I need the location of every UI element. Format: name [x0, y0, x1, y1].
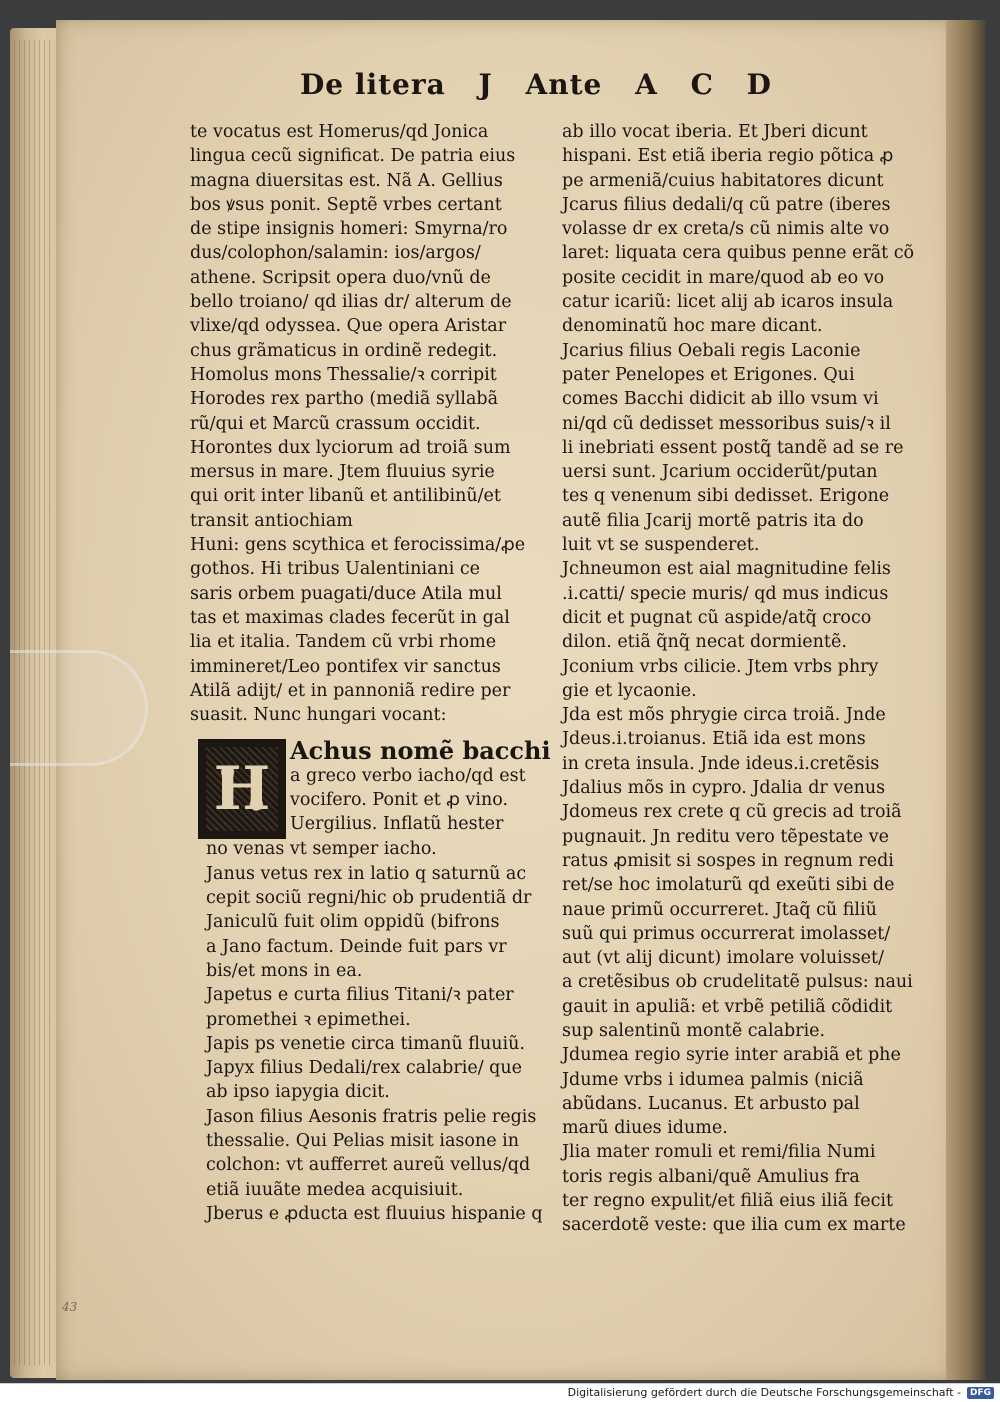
text-line: etiã iuuãte medea acquisiuit. [206, 1179, 464, 1200]
text-line: ab ipso iapygia dicit. [206, 1082, 390, 1103]
text-line: bos ꝟsus ponit. Septẽ vrbes certant [190, 194, 502, 215]
text-line: bis/et mons in ea. [206, 960, 363, 981]
initial-text-line: Uergilius. Inflatũ hester [290, 814, 504, 835]
text-line: vlixe/qd odyssea. Que opera Aristar [190, 316, 507, 337]
text-line: naue primũ occurreret. Jtaq̃ cũ filiũ [562, 899, 877, 920]
text-line: in creta insula. Jnde ideus.i.cretẽsis [562, 753, 880, 774]
text-line: gie et lycaonie. [562, 680, 697, 701]
footer-credit: Digitalisierung gefördert durch die Deutsche Forschungsgemeinschaft - [567, 1386, 961, 1399]
text-line: thessalie. Qui Pelias misit iasone in [206, 1130, 519, 1151]
text-line: rũ/qui et Marcũ crassum occidit. [190, 413, 481, 434]
left-column-lower-text [190, 837, 560, 1226]
text-line: ret/se hoc imolaturũ qd exeũti sibi de [562, 875, 895, 896]
text-line: Jdomeus rex crete q cũ grecis ad troiã [562, 802, 902, 823]
text-line: Homolus mons Thessalie/ꝛ corripit [190, 364, 497, 385]
text-line: denominatũ hoc mare dicant. [562, 316, 823, 337]
text-line: Jda est mõs phrygie circa troiã. Jnde [562, 705, 886, 726]
text-line: Jdumea regio syrie inter arabiã et phe [562, 1045, 901, 1066]
text-line: te vocatus est Homerus/qd Jonica [190, 122, 489, 142]
text-line: dicit et pugnat cũ aspide/atq̃ croco [562, 607, 872, 628]
text-line: de stipe insignis homeri: Smyrna/ro [190, 219, 508, 240]
text-line: Jconium vrbs cilicie. Jtem vrbs phry [562, 656, 879, 677]
text-line: promethei ꝛ epimethei. [206, 1009, 411, 1030]
text-line: Janiculũ fuit olim oppidũ (bifrons [206, 912, 500, 933]
text-line: gauit in apuliã: et vrbẽ petiliã cõdidit [562, 996, 893, 1017]
text-line: Jcarus filius dedali/q cũ patre (iberes [562, 194, 891, 215]
text-line: sup salentinũ montẽ calabrie. [562, 1020, 826, 1041]
left-text-column [190, 120, 560, 1226]
text-line: Jdume vrbs i idumea palmis (niciã [562, 1069, 864, 1090]
right-column-text [562, 120, 927, 1238]
text-line: qui orit inter libanũ et antilibinũ/et [190, 486, 501, 507]
running-head-part: Ante [525, 68, 603, 101]
text-line: lia et italia. Tandem cũ vrbi rhome [190, 632, 497, 653]
text-line: pe armeniã/cuius habitatores dicunt [562, 170, 884, 191]
text-line: laret: liquata cera quibus penne erãt cõ [562, 243, 915, 264]
initial-text-line: Achus nomẽ bacchi [290, 736, 551, 766]
running-head-part: C [690, 68, 714, 101]
text-line: li inebriati essent postq̃ tandẽ ad se re [562, 437, 904, 458]
text-line: marũ diues idume. [562, 1118, 728, 1139]
page-holder-clip [10, 650, 148, 766]
text-line: catur icariũ: licet alij ab icaros insula [562, 292, 894, 313]
text-line: Japis ps venetie circa timanũ fluuiũ. [206, 1033, 525, 1054]
text-line: luit vt se suspenderet. [562, 535, 760, 556]
text-line: comes Bacchi didicit ab illo vsum vi [562, 389, 879, 410]
text-line: Jcarius filius Oebali regis Laconie [562, 340, 861, 361]
text-line: bello troiano/ qd ilias dr/ alterum de [190, 292, 512, 313]
text-line: uersi sunt. Jcarium occiderũt/putan [562, 462, 878, 483]
text-line: lingua cecũ significat. De patria eius [190, 146, 516, 167]
text-line: immineret/Leo pontifex vir sanctus [190, 656, 501, 677]
initial-text-line: vocifero. Ponit et ꝓ vino. [290, 790, 509, 811]
text-line: pugnauit. Jn reditu vero tẽpestate ve [562, 826, 889, 847]
text-line: tes q venenum sibi dedisset. Erigone [562, 486, 890, 507]
text-line: colchon: vt aufferret aureũ vellus/qd [206, 1155, 531, 1176]
text-line: athene. Scripsit opera duo/vnũ de [190, 267, 491, 288]
text-line: Atilã adijt/ et in pannoniã redire per [190, 680, 511, 701]
text-line: cepit sociũ regni/hic ob prudentiã dr [206, 888, 532, 909]
running-head-part: J [478, 68, 493, 101]
text-line: aut (vt alij dicunt) imolare voluisset/ [562, 948, 884, 969]
running-head-part: De litera [300, 68, 446, 101]
text-line: hispani. Est etiã iberia regio põtica ꝓ [562, 146, 894, 167]
text-line: Janus vetus rex in latio q saturnũ ac [206, 863, 527, 884]
text-line: Horodes rex partho (mediã syllabã [190, 389, 499, 410]
text-line: Jlia mater romuli et remi/filia Numi [562, 1142, 876, 1163]
text-line: ter regno expulit/et filiã eius iliã fecit [562, 1191, 894, 1212]
text-line: a Jano factum. Deinde fuit pars vr [206, 936, 507, 957]
running-head-part: A [635, 68, 658, 101]
book-gutter [946, 20, 986, 1380]
text-line: saris orbem puagati/duce Atila mul [190, 583, 502, 604]
text-line: Huni: gens scythica et ferocissima/ꝓe [190, 535, 526, 556]
left-column-upper-text [190, 120, 560, 727]
text-line: sacerdotẽ veste: que ilia cum ex marte [562, 1215, 906, 1236]
page-number-mark: 43 [62, 1300, 78, 1314]
dfg-logo: DFG [967, 1387, 994, 1399]
text-line: gothos. Hi tribus Ualentiniani ce [190, 559, 481, 580]
text-line: Jdeus.i.troianus. Etiã ida est mons [562, 729, 866, 750]
text-line: tas et maximas clades fecerũt in gal [190, 607, 510, 628]
right-text-column [562, 120, 927, 1238]
text-line: pater Penelopes et Erigones. Qui [562, 364, 855, 385]
text-line: magna diuersitas est. Nã A. Gellius [190, 170, 503, 191]
text-line: chus grãmaticus in ordinẽ redegit. [190, 340, 498, 361]
text-line: Jason filius Aesonis fratris pelie regis [206, 1106, 537, 1127]
text-line: Japyx filius Dedali/rex calabrie/ que [206, 1058, 522, 1079]
text-line: autẽ filia Jcarij mortẽ patris ita do [562, 510, 864, 531]
text-line: suasit. Nunc hungari vocant: [190, 705, 447, 726]
text-line: Jchneumon est aial magnitudine felis [562, 559, 891, 580]
text-line: toris regis albani/quẽ Amulius fra [562, 1166, 860, 1187]
running-head [300, 68, 794, 101]
initial-text-line: a greco verbo iacho/qd est [290, 765, 526, 786]
text-line: Jberus e ꝓducta est fluuius hispanie q [206, 1203, 543, 1224]
text-line: a cretẽsibus ob crudelitatẽ pulsus: naui [562, 972, 913, 993]
initial-lines [290, 736, 551, 836]
text-line: mersus in mare. Jtem fluuius syrie [190, 462, 495, 483]
text-line: ni/qd cũ dedisset messoribus suis/ꝛ il [562, 413, 891, 434]
text-line: volasse dr ex creta/s cũ nimis alte vo [562, 219, 890, 240]
text-line: posite cecidit in mare/quod ab eo vo [562, 267, 885, 288]
text-line: dus/colophon/salamin: ios/argos/ [190, 243, 481, 264]
text-line: .i.catti/ specie muris/ qd mus indicus [562, 583, 889, 604]
text-line: abũdans. Lucanus. Et arbusto pal [562, 1093, 860, 1114]
text-line: ab illo vocat iberia. Et Jberi dicunt [562, 122, 868, 142]
initial-letter: H [206, 747, 278, 831]
text-line: dilon. etiã q̃nq̃ necat dormientẽ. [562, 632, 847, 653]
text-line: Japetus e curta filius Titani/ꝛ pater [206, 985, 514, 1006]
text-line: transit antiochiam [190, 510, 353, 531]
text-line: no venas vt semper iacho. [206, 839, 437, 860]
text-line: Jdalius mõs in cypro. Jdalia dr venus [562, 778, 886, 799]
text-line: suũ qui primus occurrerat imolasset/ [562, 923, 891, 944]
initial-paragraph [190, 736, 560, 861]
footer-bar [0, 1383, 1000, 1402]
text-line: ratus ꝓmisit si sospes in regnum redi [562, 850, 894, 871]
text-line: Horontes dux lyciorum ad troiã sum [190, 437, 511, 458]
running-head-part: D [746, 68, 772, 101]
decorated-initial-h [198, 739, 286, 839]
